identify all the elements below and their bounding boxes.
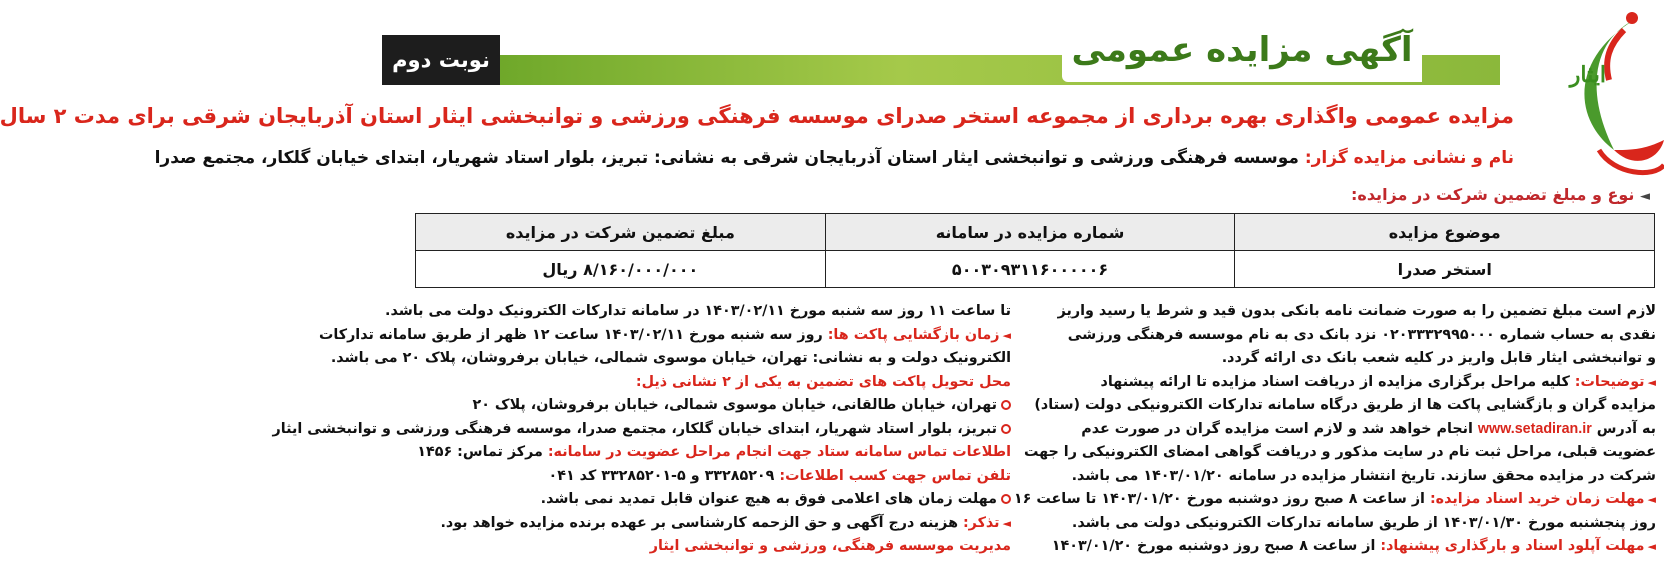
organizer-value: موسسه فرهنگی ورزشی و توانبخشی ایثار استان آذربایجان شرقی به نشانی: تبریز، بلوار استاد شهریار، ابتدای خیابان گلکار، مجتمع صدرا xyxy=(154,148,1299,168)
table-row xyxy=(416,251,1655,288)
circle-bullet-icon xyxy=(1001,494,1011,504)
table-header-subject: موضوع مزایده xyxy=(1235,214,1655,251)
circle-bullet-icon xyxy=(1001,400,1011,410)
right-line-5: مزایده گران و بازگشایی پاکت ها از طریق درگاه سامانه تدارکات الکترونیکی دولت (ستاد) xyxy=(1034,397,1656,413)
header xyxy=(382,0,1664,95)
delivery-address-2 xyxy=(272,418,1011,442)
deadline-buy xyxy=(1013,488,1656,512)
guarantee-section-title xyxy=(1351,185,1650,204)
phone-value: ۳۳۲۸۵۲۰۹ و ۵-۳۳۲۸۵۲۰۱ کد ۰۴۱ xyxy=(548,467,775,484)
table-cell-amount: ۸/۱۶۰/۰۰۰/۰۰۰ ریال xyxy=(416,251,826,288)
right-line-9: از ساعت ۸ صبح روز دوشنبه مورخ ۱۴۰۳/۰۱/۲۰ تا ساعت ۱۶ xyxy=(1013,491,1425,507)
turn-badge: نوبت دوم xyxy=(382,35,500,85)
headline: مزایده عمومی واگذاری بهره برداری از مجموعه استخر صدرای موسسه فرهنگی ورزشی و توانبخشی ایثار استان آذربایجان شرقی برای مدت ۲ سال xyxy=(0,104,1514,128)
triangle-bullet-icon: ◄ xyxy=(1640,189,1650,204)
right-line-11: از ساعت ۸ صبح روز دوشنبه مورخ ۱۴۰۳/۰۱/۲۰ xyxy=(1051,538,1376,554)
triangle-bullet-icon: ◄ xyxy=(1002,328,1011,342)
address-2-text: تبریز، بلوار استاد شهریار، ابتدای خیابان گلکار، مجتمع صدرا، موسسه فرهنگی ورزشی و توانبخشی ایثار xyxy=(272,420,997,437)
setad-contact-value: مرکز تماس: ۱۴۵۶ xyxy=(417,444,543,460)
right-line-1: لازم است مبلغ تضمین را به صورت ضمانت نامه بانکی بدون قید و شرط یا رسید واریز xyxy=(1057,303,1656,319)
triangle-bullet-icon: ◄ xyxy=(1002,516,1011,530)
triangle-bullet-icon: ◄ xyxy=(1647,540,1656,553)
triangle-bullet-icon: ◄ xyxy=(1647,493,1656,506)
reminder-label: تذکر: xyxy=(962,514,1000,531)
right-line-8: شرکت در مزایده محقق سازند. تاریخ انتشار مزایده در سامانه ۱۴۰۳/۰۱/۲۰ می باشد. xyxy=(1071,467,1656,484)
deadline-buy-label: مهلت زمان خرید اسناد مزایده: xyxy=(1429,491,1645,507)
left-column xyxy=(272,300,1011,559)
auction-table xyxy=(415,213,1655,288)
signature: مدیریت موسسه فرهنگی، ورزشی و توانبخشی ایثار xyxy=(649,538,1011,554)
triangle-bullet-icon: ◄ xyxy=(1647,375,1656,389)
right-line-6-rest: انجام خواهد شد و لازم است مزایده گران در صورت عدم xyxy=(1081,420,1473,437)
table-header-amount: مبلغ تضمین شرکت در مزایده xyxy=(416,214,826,251)
setad-contact-label: اطلاعات تماس سامانه ستاد جهت انجام مراحل عضویت در سامانه: xyxy=(547,444,1011,460)
explanations xyxy=(1041,371,1656,395)
delivery-address-1 xyxy=(406,394,1011,418)
right-line-2: نقدی به حساب شماره ۰۲۰۳۳۳۲۹۹۵۰۰۰ نزد بانک دی به نام موسسه فرهنگی ورزشی xyxy=(1067,326,1656,343)
right-line-6 xyxy=(1041,418,1656,442)
circle-bullet-icon xyxy=(1001,424,1011,434)
setad-link[interactable]: www.setadiran.ir xyxy=(1477,420,1592,437)
right-column xyxy=(1013,300,1656,559)
address-1-text: تهران، خیابان طالقانی، خیابان موسوی شمالی، خیابان برفروشان، پلاک ۲۰ xyxy=(472,397,997,413)
extension-note xyxy=(406,488,1011,512)
upload-label: مهلت آپلود اسناد و بارگذاری پیشنهاد: xyxy=(1380,538,1645,554)
logo-text: ایثار xyxy=(1569,62,1606,88)
left-line-2: روز سه شنبه مورخ ۱۴۰۳/۰۲/۱۱ ساعت ۱۲ ظهر از طریق سامانه تدارکات xyxy=(319,326,823,343)
reminder-text: هزینه درج آگهی و حق الزحمه کارشناسی بر عهده برنده مزایده خواهد بود. xyxy=(440,514,958,531)
right-line-4: کلیه مراحل برگزاری مزایده از دریافت اسناد مزایده تا ارائه پیشنهاد xyxy=(1100,373,1570,390)
page-title: آگهی مزایده عمومی xyxy=(1071,30,1413,70)
right-line-7: عضویت قبلی، مراحل ثبت نام در سایت مذکور و دریافت گواهی امضای الکترونیکی را جهت xyxy=(1023,444,1656,460)
left-line-1: تا ساعت ۱۱ روز سه شنبه مورخ ۱۴۰۳/۰۲/۱۱ در سامانه تدارکات الکترونیک دولت می باشد. xyxy=(385,303,1011,319)
setad-contact xyxy=(406,441,1011,465)
table-header-row xyxy=(416,214,1655,251)
opening-label: زمان بازگشایی پاکت ها: xyxy=(827,326,1000,343)
isar-logo xyxy=(1514,0,1664,180)
phone-label: تلفن تماس جهت کسب اطلاعات: xyxy=(779,467,1011,484)
right-line-3: و توانبخشی ایثار قابل واریز در کلیه شعب بانک دی ارائه گردد. xyxy=(1221,350,1656,366)
table-cell-number: ۵۰۰۳۰۹۳۱۱۶۰۰۰۰۰۶ xyxy=(825,251,1235,288)
left-line-3: الکترونیک دولت و به نشانی: تهران، خیابان موسوی شمالی، خیابان برفروشان، پلاک ۲۰ می باشد. xyxy=(330,350,1011,366)
explanations-label: توضیحات: xyxy=(1574,373,1645,390)
table-header-number: شماره مزایده در سامانه xyxy=(825,214,1235,251)
organizer-label: نام و نشانی مزایده گزار: xyxy=(1304,148,1514,168)
logo-graphic-icon xyxy=(1514,0,1664,180)
title-box xyxy=(1062,18,1422,82)
reminder xyxy=(406,512,1011,536)
opening-time xyxy=(319,324,1011,348)
phone-contact xyxy=(406,465,1011,489)
address-prefix: به آدرس xyxy=(1596,420,1656,437)
table-cell-subject: استخر صدرا xyxy=(1235,251,1655,288)
extension-note-text: مهلت زمان های اعلامی فوق به هیچ عنوان قابل تمدید نمی باشد. xyxy=(540,491,997,507)
delivery-label: محل تحویل پاکت های تضمین به یکی از ۲ نشانی ذیل: xyxy=(635,373,1011,390)
right-line-10: روز پنجشنبه مورخ ۱۴۰۳/۰۱/۳۰ از طریق سامانه تدارکات الکترونیکی دولت می باشد. xyxy=(1071,514,1656,531)
guarantee-section-label: نوع و مبلغ تضمین شرکت در مزایده: xyxy=(1350,185,1635,204)
upload-deadline xyxy=(1041,535,1656,559)
organizer-line xyxy=(154,148,1514,168)
